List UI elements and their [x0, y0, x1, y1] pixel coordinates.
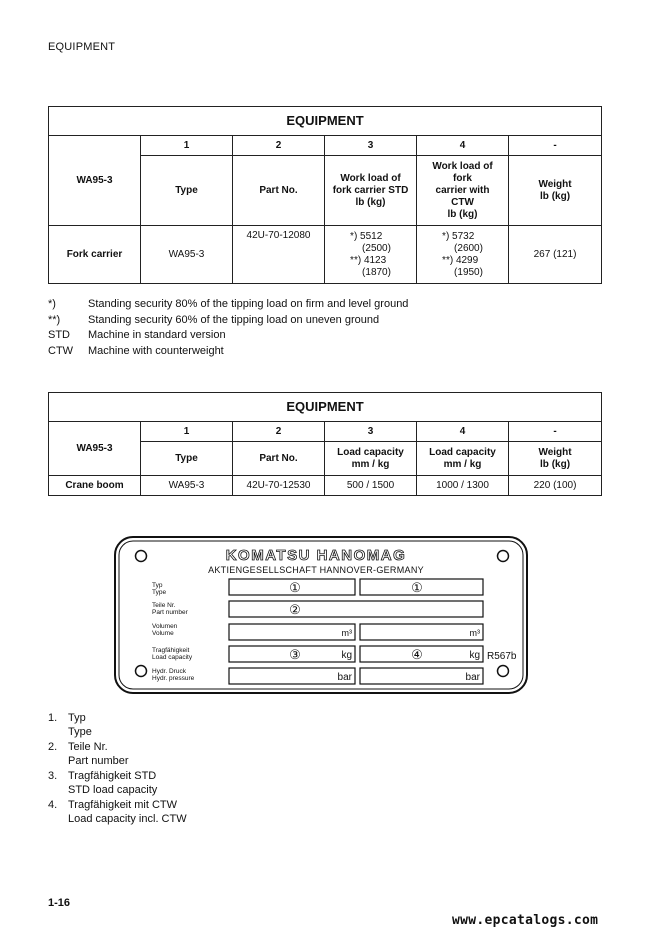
plate-legend: [48, 712, 187, 828]
plate-marker: ②: [289, 602, 301, 617]
plate-marker: ③: [289, 647, 301, 662]
row-weight: 220 (100): [509, 476, 602, 496]
list-item: 3. Tragfähigkeit STD STD load capacity: [48, 770, 158, 796]
plate-unit: bar: [337, 672, 352, 683]
plate-label-en: Part number: [152, 609, 188, 616]
plate-label-de: Tragfähigkeit: [152, 647, 190, 654]
plate-marker: ①: [289, 580, 301, 595]
plate-label-en: Type: [152, 589, 167, 596]
plate-marker: ④: [411, 647, 423, 662]
list-item: 1. Typ Type: [48, 712, 92, 738]
plate-label-de: Typ: [152, 582, 163, 589]
col-header-weight: Weight lb (kg): [509, 442, 602, 476]
col-header-type: Type: [141, 156, 233, 226]
plate-unit: kg: [469, 650, 480, 661]
col-number: 3: [325, 422, 417, 442]
col-number: -: [509, 422, 602, 442]
model-cell: WA95-3: [49, 136, 141, 226]
col-number: 3: [325, 136, 417, 156]
col-header-workload-std: Work load of fork carrier STD lb (kg): [325, 156, 417, 226]
col-header-workload-ctw: Work load of fork carrier with CTW lb (kg): [417, 156, 509, 226]
col-number: 2: [233, 136, 325, 156]
row-weight: 267 (121): [509, 226, 602, 284]
website-watermark: www.epcatalogs.com: [452, 913, 599, 928]
row-type: WA95-3: [141, 226, 233, 284]
row-name: Crane boom: [49, 476, 141, 496]
type-plate: [114, 536, 528, 694]
plate-label-en: Hydr. pressure: [152, 675, 195, 682]
row-part-no: 42U-70-12080: [233, 226, 325, 284]
model-cell: WA95-3: [49, 422, 141, 476]
plate-unit: m³: [469, 628, 480, 638]
plate-unit: bar: [465, 672, 480, 683]
row-workload-std: *) 5512 (2500) **) 4123 (1870): [325, 226, 417, 284]
plate-label-en: Volume: [152, 630, 174, 637]
col-number: 1: [141, 136, 233, 156]
plate-label-de: Teile Nr.: [152, 602, 176, 609]
table-row: [49, 476, 602, 496]
note-row: CTW Machine with counterweight: [48, 344, 224, 357]
table-title: EQUIPMENT: [49, 107, 602, 136]
row-name: Fork carrier: [49, 226, 141, 284]
col-header-weight: Weight lb (kg): [509, 156, 602, 226]
page-header: EQUIPMENT: [48, 41, 116, 53]
col-number: 1: [141, 422, 233, 442]
list-item: 4. Tragfähigkeit mit CTW Load capacity incl. CTW: [48, 799, 187, 825]
col-header-load-std: Load capacity mm / kg: [325, 442, 417, 476]
plate-label-de: Hydr. Druck: [152, 668, 186, 675]
col-number: 4: [417, 136, 509, 156]
equipment-table-fork: [48, 106, 602, 284]
note-row: **) Standing security 60% of the tipping load on uneven ground: [48, 313, 380, 326]
plate-label-en: Load capacity: [152, 654, 193, 661]
col-header-part-no: Part No.: [233, 442, 325, 476]
plate-marker: ①: [411, 580, 423, 595]
plate-label-de: Volumen: [152, 623, 178, 630]
col-number: -: [509, 136, 602, 156]
plate-brand: KOMATSU HANOMAG: [225, 547, 407, 564]
row-load-std: 500 / 1500: [325, 476, 417, 496]
plate-unit: kg: [341, 650, 352, 661]
col-header-part-no: Part No.: [233, 156, 325, 226]
plate-subtitle: AKTIENGESELLSCHAFT HANNOVER-GERMANY: [208, 565, 424, 575]
row-workload-ctw: *) 5732 (2600) **) 4299 (1950): [417, 226, 509, 284]
col-number: 4: [417, 422, 509, 442]
col-number: 2: [233, 422, 325, 442]
list-item: 2. Teile Nr. Part number: [48, 741, 129, 767]
note-row: STD Machine in standard version: [48, 329, 226, 341]
table-title: EQUIPMENT: [49, 393, 602, 422]
table-row: [49, 226, 602, 284]
col-header-type: Type: [141, 442, 233, 476]
row-type: WA95-3: [141, 476, 233, 496]
plate-unit: m³: [341, 628, 352, 638]
row-load-ctw: 1000 / 1300: [417, 476, 509, 496]
page-number: 1-16: [48, 897, 71, 909]
row-part-no: 42U-70-12530: [233, 476, 325, 496]
col-header-load-ctw: Load capacity mm / kg: [417, 442, 509, 476]
equipment-table-crane: [48, 392, 602, 496]
note-row: *) Standing security 80% of the tipping load on firm and level ground: [48, 298, 409, 310]
plate-code: R567b: [487, 651, 517, 662]
footnotes: [48, 297, 408, 359]
